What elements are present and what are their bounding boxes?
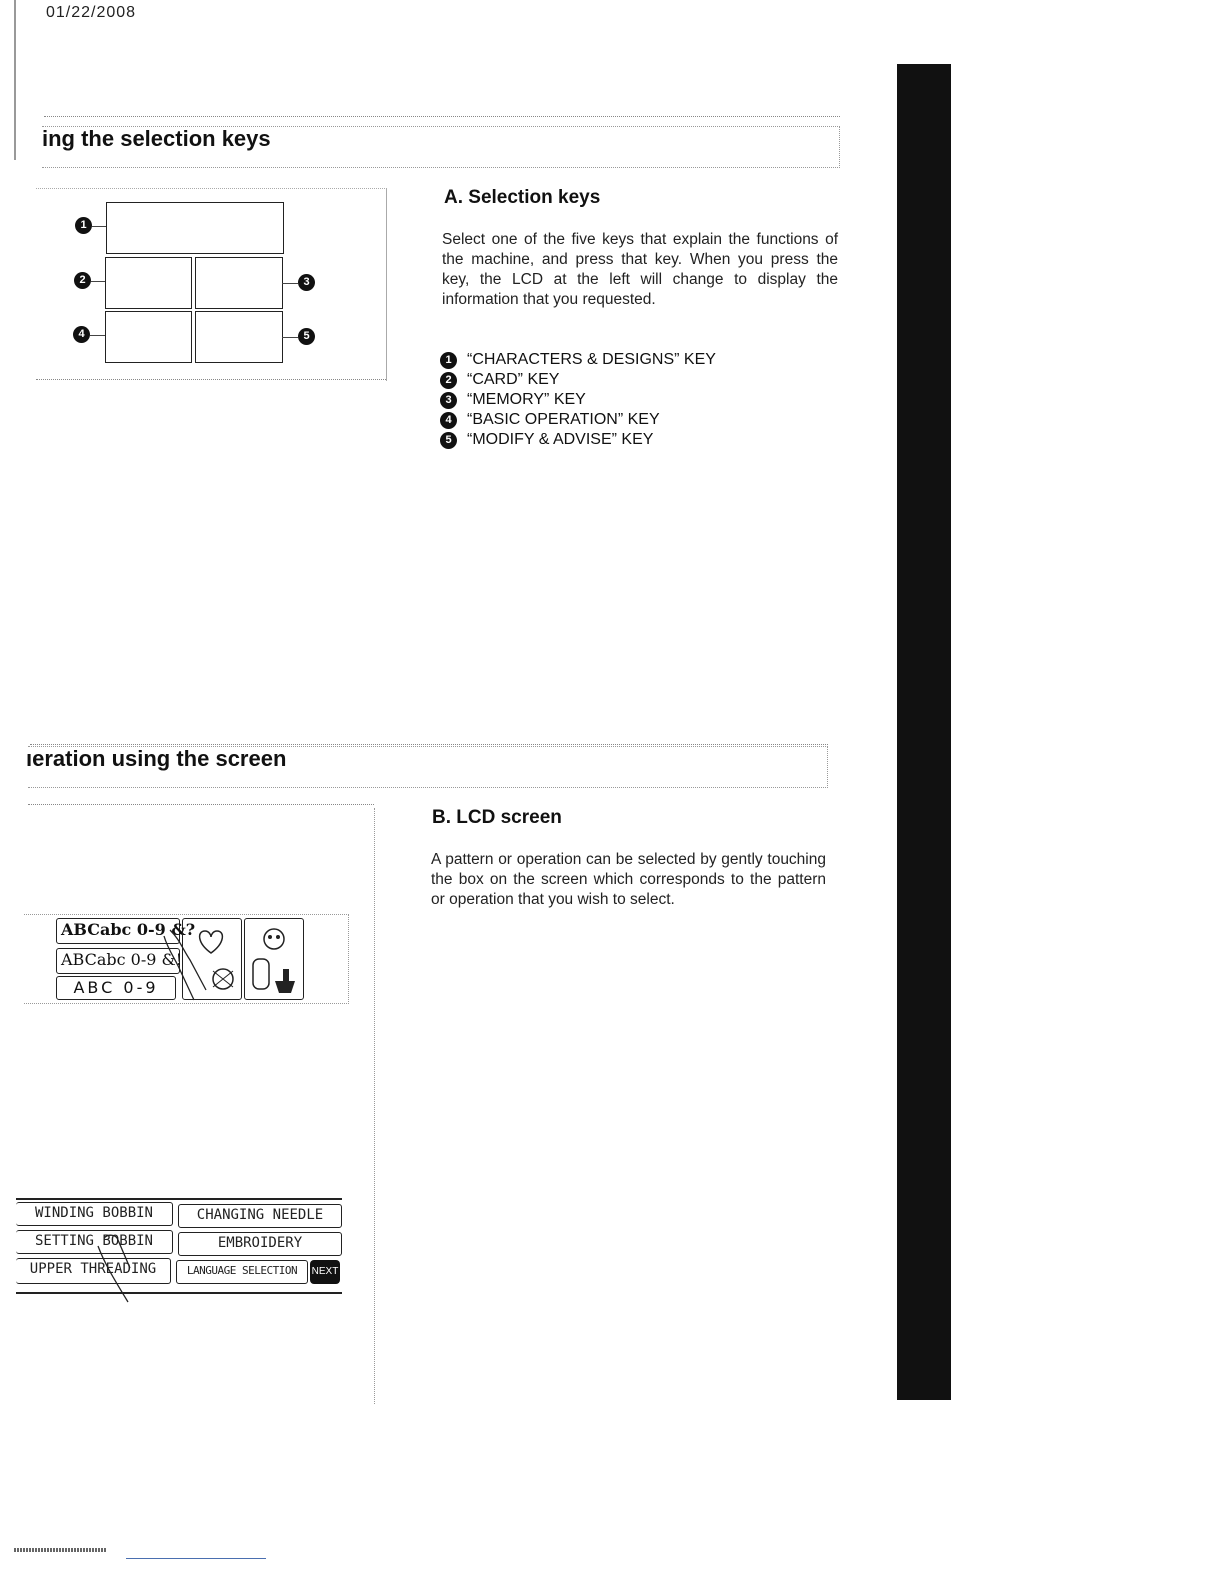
card-key-drawing	[105, 257, 192, 309]
leader-line	[90, 335, 105, 336]
section2-heading: ıeration using the screen	[26, 746, 287, 771]
picture-designs-icon	[245, 919, 303, 999]
list-item	[440, 430, 716, 450]
diagram-badge-2: 2	[74, 272, 91, 289]
number-badge: 2	[440, 372, 457, 389]
scan-mark	[14, 1548, 106, 1552]
finger-pointer-icon	[90, 1232, 150, 1304]
design-button-pictures[interactable]	[244, 918, 304, 1000]
number-badge: 4	[440, 412, 457, 429]
upper-threading-button[interactable]: UPPER THREADING	[16, 1258, 171, 1284]
page-left-edge	[14, 0, 16, 160]
lcd-diagram-top-rule	[28, 804, 374, 805]
selection-keys-list	[440, 350, 716, 450]
key-label: “MODIFY & ADVISE” KEY	[467, 431, 654, 448]
key-label: “CHARACTERS & DESIGNS” KEY	[467, 351, 716, 368]
number-badge: 5	[440, 432, 457, 449]
scan-rule	[126, 1558, 266, 1559]
lcd-screen-subheading: B. LCD screen	[432, 807, 562, 828]
modify-advise-key-drawing	[195, 311, 283, 363]
basic-operation-key-drawing	[105, 311, 192, 363]
changing-needle-button[interactable]: CHANGING NEEDLE	[178, 1204, 342, 1228]
key-label: “CARD” KEY	[467, 371, 560, 388]
list-item	[440, 370, 716, 390]
number-badge: 3	[440, 392, 457, 409]
selection-keys-subheading: A. Selection keys	[444, 187, 601, 208]
setting-bobbin-button[interactable]: SETTING BOBBIN	[16, 1230, 173, 1254]
list-item	[440, 390, 716, 410]
leader-line	[282, 337, 298, 338]
lcd-screen-paragraph: A pattern or operation can be selected by gently touching the box on the screen which corresponds to the pattern or operation that you wish to select.	[431, 851, 826, 908]
lcd-diagram-right-rule	[374, 808, 375, 1404]
next-button[interactable]: NEXT	[310, 1260, 340, 1284]
section2-top-rule	[30, 744, 828, 745]
list-item	[440, 410, 716, 430]
section1-heading: ing the selection keys	[42, 126, 271, 151]
key-label: “BASIC OPERATION” KEY	[467, 411, 660, 428]
key-label: “MEMORY” KEY	[467, 391, 586, 408]
leader-line	[282, 283, 298, 284]
char-button-outline[interactable]: ABC 0-9	[56, 976, 176, 1000]
char-button-bold[interactable]: ABCabc 0-9 &?	[56, 918, 180, 944]
finger-pointer-icon	[150, 930, 220, 1010]
diagram-badge-1: 1	[75, 217, 92, 234]
number-badge: 1	[440, 352, 457, 369]
diagram-badge-4: 4	[73, 326, 90, 343]
language-selection-button[interactable]: LANGUAGE SELECTION	[176, 1260, 308, 1284]
section1-top-rule	[44, 116, 840, 117]
diagram-badge-3: 3	[298, 274, 315, 291]
characters-designs-key-drawing	[106, 202, 284, 254]
diagram-bottom-rule	[36, 379, 386, 380]
list-item	[440, 350, 716, 370]
diagram-badge-5: 5	[298, 328, 315, 345]
leader-line	[91, 281, 105, 282]
page-edge-bar	[897, 64, 951, 1400]
winding-bobbin-button[interactable]: WINDING BOBBIN	[16, 1202, 173, 1226]
leader-line	[92, 226, 106, 227]
char-button-serif[interactable]: ABCabc 0-9 &!	[56, 948, 180, 974]
memory-key-drawing	[195, 257, 283, 309]
selection-keys-paragraph: Select one of the five keys that explain the functions of the machine, and press that key. When you press the key, the LCD at the left will change to display the information that you requested.	[442, 231, 838, 308]
fax-date: 01/22/2008	[46, 4, 137, 21]
embroidery-button[interactable]: EMBROIDERY	[178, 1232, 342, 1256]
